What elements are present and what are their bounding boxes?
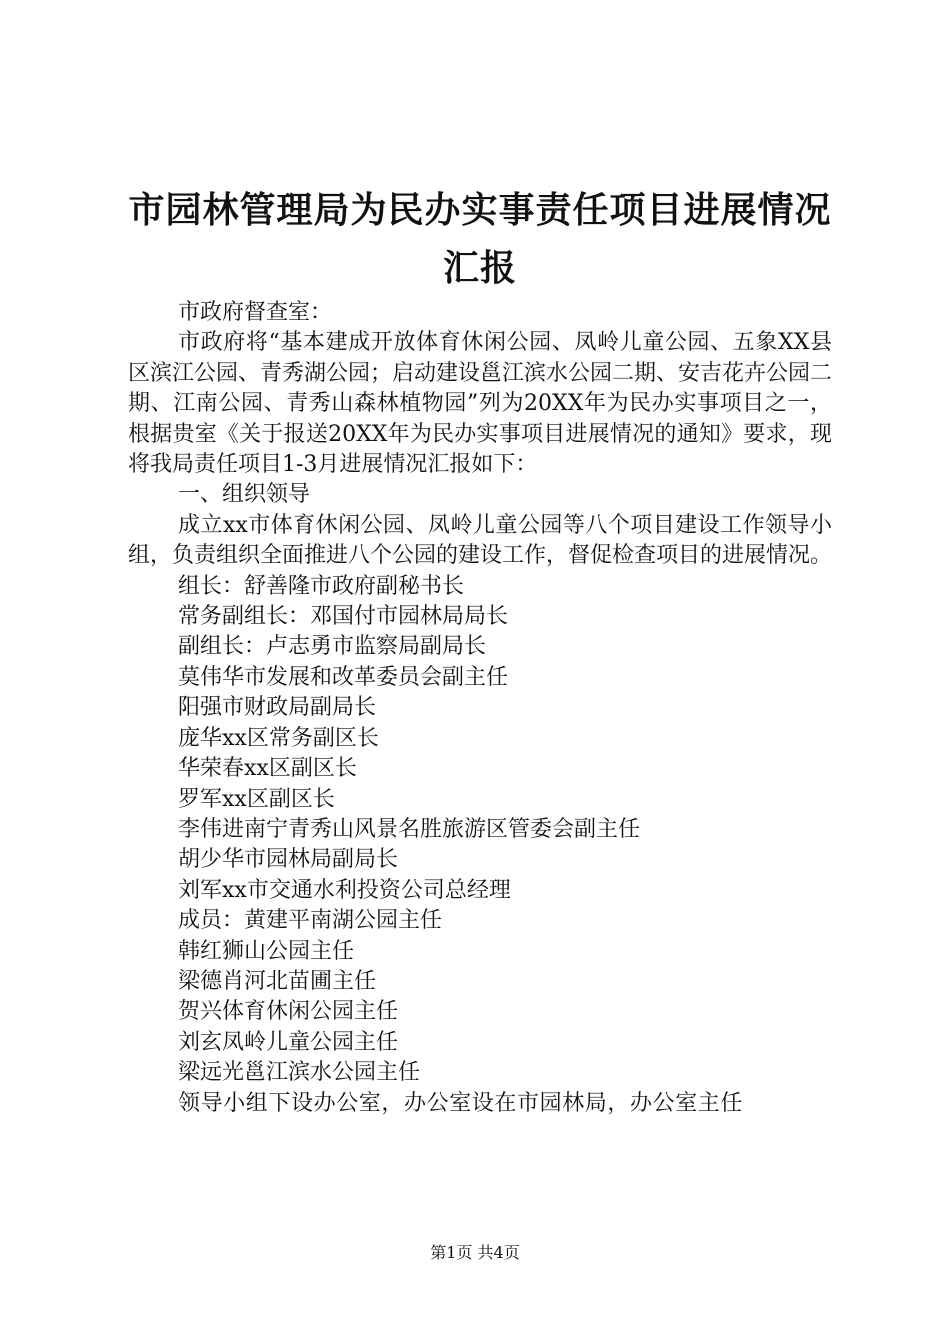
member-line: 莫伟华市发展和改革委员会副主任 <box>178 664 509 690</box>
document-title: 市园林管理局为民办实事责任项目进展情况汇报 <box>128 190 832 289</box>
member-line: 成员：黄建平南湖公园主任 <box>178 908 443 934</box>
member-line: 梁远光邕江滨水公园主任 <box>178 1060 421 1086</box>
member-line: 李伟进南宁青秀山风景名胜旅游区管委会副主任 <box>178 816 641 842</box>
member-line: 胡少华市园林局副局长 <box>178 847 399 873</box>
member-line: 罗军xx区副区长 <box>178 786 335 812</box>
organization-paragraph: 成立xx市体育休闲公园、凤岭儿童公园等八个项目建设工作领导小组，负责组织全面推进八个公园的建设工作，督促检查项目的进展情况。 <box>128 512 833 569</box>
office-paragraph: 领导小组下设办公室，办公室设在市园林局，办公室主任 <box>178 1090 744 1116</box>
member-line: 常务副组长：邓国付市园林局局长 <box>178 604 509 630</box>
section-heading-organization: 一、组织领导 <box>178 482 311 508</box>
document-body <box>128 298 832 1119</box>
member-line: 阳强市财政局副局长 <box>178 695 377 721</box>
member-line: 刘玄凤岭儿童公园主任 <box>178 1029 399 1055</box>
member-line: 庞华xx区常务副区长 <box>178 725 379 751</box>
member-line: 韩红狮山公园主任 <box>178 938 355 964</box>
member-line: 副组长：卢志勇市监察局副局长 <box>178 634 487 660</box>
intro-paragraph: 市政府将“基本建成开放体育休闲公园、凤岭儿童公园、五象XX县区滨江公园、青秀湖公园；启动建设邕江滨水公园二期、安吉花卉公园二期、江南公园、青秀山森林植物园”列为20XX年为民办实事项目之一，根据贵室《关于报送20XX年为民办实事项目进展情况的通知》要求，现将我局责任项目1-3月进展情况汇报如下： <box>128 330 833 478</box>
member-line: 华荣春xx区副区长 <box>178 756 357 782</box>
page-footer: 第1页 共4页 <box>430 1243 520 1262</box>
member-line: 梁德肖河北苗圃主任 <box>178 968 377 994</box>
salutation: 市政府督查室： <box>178 300 333 325</box>
member-line: 组长：舒善隆市政府副秘书长 <box>178 573 465 599</box>
member-line: 刘军xx市交通水利投资公司总经理 <box>178 877 511 903</box>
member-line: 贺兴体育休闲公园主任 <box>178 999 399 1025</box>
